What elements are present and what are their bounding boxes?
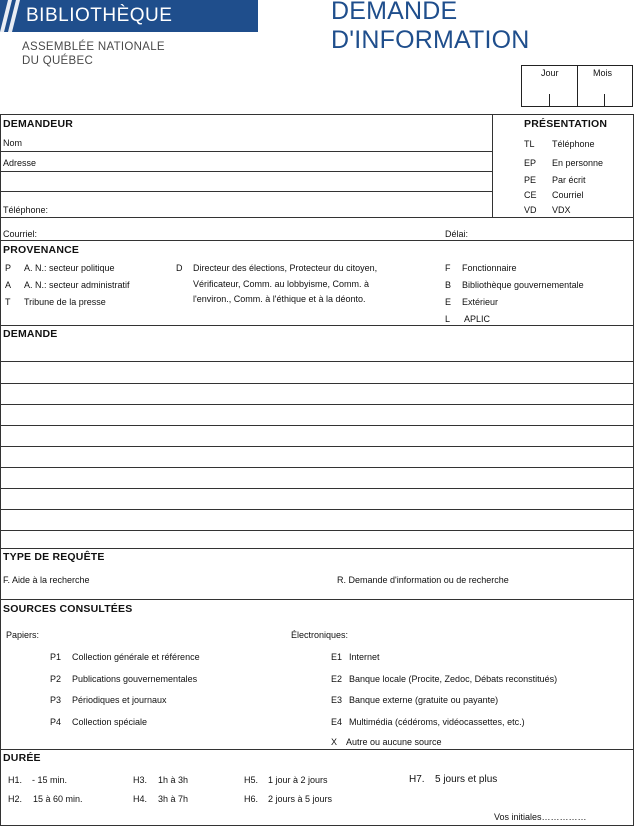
duree-code: H5. [244, 775, 259, 785]
demande-line[interactable] [0, 509, 634, 510]
duree-h7[interactable]: 5 jours et plus [435, 774, 498, 785]
provenance-secteur-politique[interactable]: A. N.: secteur politique [24, 263, 115, 273]
source-code: P2 [50, 674, 62, 684]
provenance-code: E [445, 297, 452, 307]
organization-name [22, 40, 165, 68]
divider [0, 114, 634, 115]
divider [0, 599, 634, 600]
presentation-code: TL [524, 139, 535, 149]
frame-left [0, 114, 1, 826]
delai-label: Délai: [445, 229, 469, 239]
telephone-field[interactable] [0, 217, 634, 218]
demande-line[interactable] [0, 383, 634, 384]
source-banque-locale[interactable]: Banque locale (Procite, Zedoc, Débats reconstitués) [349, 674, 558, 684]
provenance-heading: PROVENANCE [3, 244, 80, 256]
courriel-field[interactable] [0, 240, 634, 241]
demandeur-heading: DEMANDEUR [3, 118, 74, 130]
duree-code: H4. [133, 794, 148, 804]
source-code: P4 [50, 717, 62, 727]
source-periodiques-journaux[interactable]: Périodiques et journaux [72, 695, 167, 705]
provenance-secteur-administratif[interactable]: A. N.: secteur administratif [24, 280, 130, 290]
source-code: E4 [331, 717, 343, 727]
presentation-code: CE [524, 190, 537, 200]
presentation-heading: PRÉSENTATION [524, 118, 608, 130]
divider [0, 749, 634, 750]
source-publications-gouvernementales[interactable]: Publications gouvernementales [72, 674, 198, 684]
divider [0, 548, 634, 549]
source-autre[interactable]: Autre ou aucune source [346, 737, 442, 747]
presentation-par-ecrit[interactable]: Par écrit [552, 175, 586, 185]
provenance-code: F [445, 263, 451, 273]
telephone-label: Téléphone: [3, 205, 49, 215]
jour-label: Jour [541, 68, 559, 78]
provenance-organismes-line-2: Vérificateur, Comm. au lobbyisme, Comm. à [193, 279, 370, 289]
demande-line[interactable] [0, 488, 634, 489]
duree-code: H3. [133, 775, 148, 785]
provenance-code: B [445, 280, 452, 290]
provenance-code: D [176, 263, 183, 273]
initiales-field[interactable]: Vos initiales…………… [494, 812, 587, 822]
demande-line[interactable] [0, 425, 634, 426]
presentation-courriel[interactable]: Courriel [552, 190, 584, 200]
provenance-code: P [5, 263, 12, 273]
presentation-telephone[interactable]: Téléphone [552, 139, 595, 149]
presentation-code: VD [524, 205, 537, 215]
duree-h4[interactable]: 3h à 7h [158, 794, 189, 804]
demande-line[interactable] [0, 404, 634, 405]
papiers-label: Papiers: [6, 630, 40, 640]
duree-h3[interactable]: 1h à 3h [158, 775, 189, 785]
presentation-code: PE [524, 175, 537, 185]
demande-line[interactable] [0, 467, 634, 468]
adresse-label: Adresse [3, 158, 37, 168]
form-title: DEMANDE D'INFORMATION [331, 0, 530, 54]
divider [0, 325, 634, 326]
date-divider [577, 65, 578, 107]
electroniques-label: Électroniques: [291, 630, 349, 640]
source-code: E3 [331, 695, 343, 705]
provenance-code: T [5, 297, 11, 307]
requete-demande-information[interactable]: R. Demande d'information ou de recherche [337, 575, 509, 585]
provenance-aplic[interactable]: APLIC [464, 314, 491, 324]
provenance-exterieur[interactable]: Extérieur [462, 297, 499, 307]
nom-field[interactable] [0, 151, 493, 152]
duree-code: H7. [409, 774, 425, 785]
presentation-vdx[interactable]: VDX [552, 205, 571, 215]
mois-label: Mois [593, 68, 613, 78]
duree-h1[interactable]: - 15 min. [32, 775, 68, 785]
adresse-field[interactable] [0, 171, 493, 172]
logo-text: BIBLIOTHÈQUE [26, 5, 173, 26]
source-internet[interactable]: Internet [349, 652, 380, 662]
duree-code: H1. [8, 775, 23, 785]
provenance-code: L [445, 314, 451, 324]
demande-line[interactable] [0, 361, 634, 362]
source-banque-externe[interactable]: Banque externe (gratuite ou payante) [349, 695, 499, 705]
provenance-bibliotheque-gouvernementale[interactable]: Bibliothèque gouvernementale [462, 280, 584, 290]
jour-field[interactable] [549, 94, 550, 106]
source-code: E2 [331, 674, 343, 684]
type-requete-heading: TYPE DE REQUÊTE [3, 551, 105, 563]
presentation-divider [492, 114, 493, 218]
demande-line[interactable] [0, 446, 634, 447]
demande-line[interactable] [0, 530, 634, 531]
duree-h5[interactable]: 1 jour à 2 jours [268, 775, 328, 785]
adresse-field-2[interactable] [0, 191, 493, 192]
source-code: P3 [50, 695, 62, 705]
demande-heading: DEMANDE [3, 328, 58, 340]
presentation-en-personne[interactable]: En personne [552, 158, 604, 168]
provenance-tribune-presse[interactable]: Tribune de la presse [24, 297, 106, 307]
requete-aide-recherche[interactable]: F. Aide à la recherche [3, 575, 90, 585]
provenance-code: A [5, 280, 12, 290]
provenance-organismes-line-1[interactable]: Directeur des élections, Protecteur du citoyen, [193, 263, 378, 273]
source-code: X [331, 737, 338, 747]
duree-code: H2. [8, 794, 23, 804]
courriel-label: Courriel: [3, 229, 38, 239]
source-multimedia[interactable]: Multimédia (cédéroms, vidéocassettes, etc.) [349, 717, 525, 727]
sources-heading: SOURCES CONSULTÉES [3, 603, 133, 615]
org-line-1: ASSEMBLÉE NATIONALE [22, 41, 165, 53]
source-collection-generale[interactable]: Collection générale et référence [72, 652, 200, 662]
source-code: P1 [50, 652, 62, 662]
mois-field[interactable] [604, 94, 605, 106]
source-code: E1 [331, 652, 343, 662]
duree-code: H6. [244, 794, 259, 804]
provenance-fonctionnaire[interactable]: Fonctionnaire [462, 263, 517, 273]
duree-h2[interactable]: 15 à 60 min. [33, 794, 83, 804]
source-collection-speciale[interactable]: Collection spéciale [72, 717, 148, 727]
duree-h6[interactable]: 2 jours à 5 jours [268, 794, 333, 804]
presentation-code: EP [524, 158, 537, 168]
nom-label: Nom [3, 138, 23, 148]
org-line-2: DU QUÉBEC [22, 55, 94, 67]
duree-heading: DURÉE [3, 752, 41, 764]
logo-stripes-icon [0, 0, 22, 32]
provenance-organismes-line-3: l'environ., Comm. à l'éthique et à la déonto. [193, 294, 366, 304]
